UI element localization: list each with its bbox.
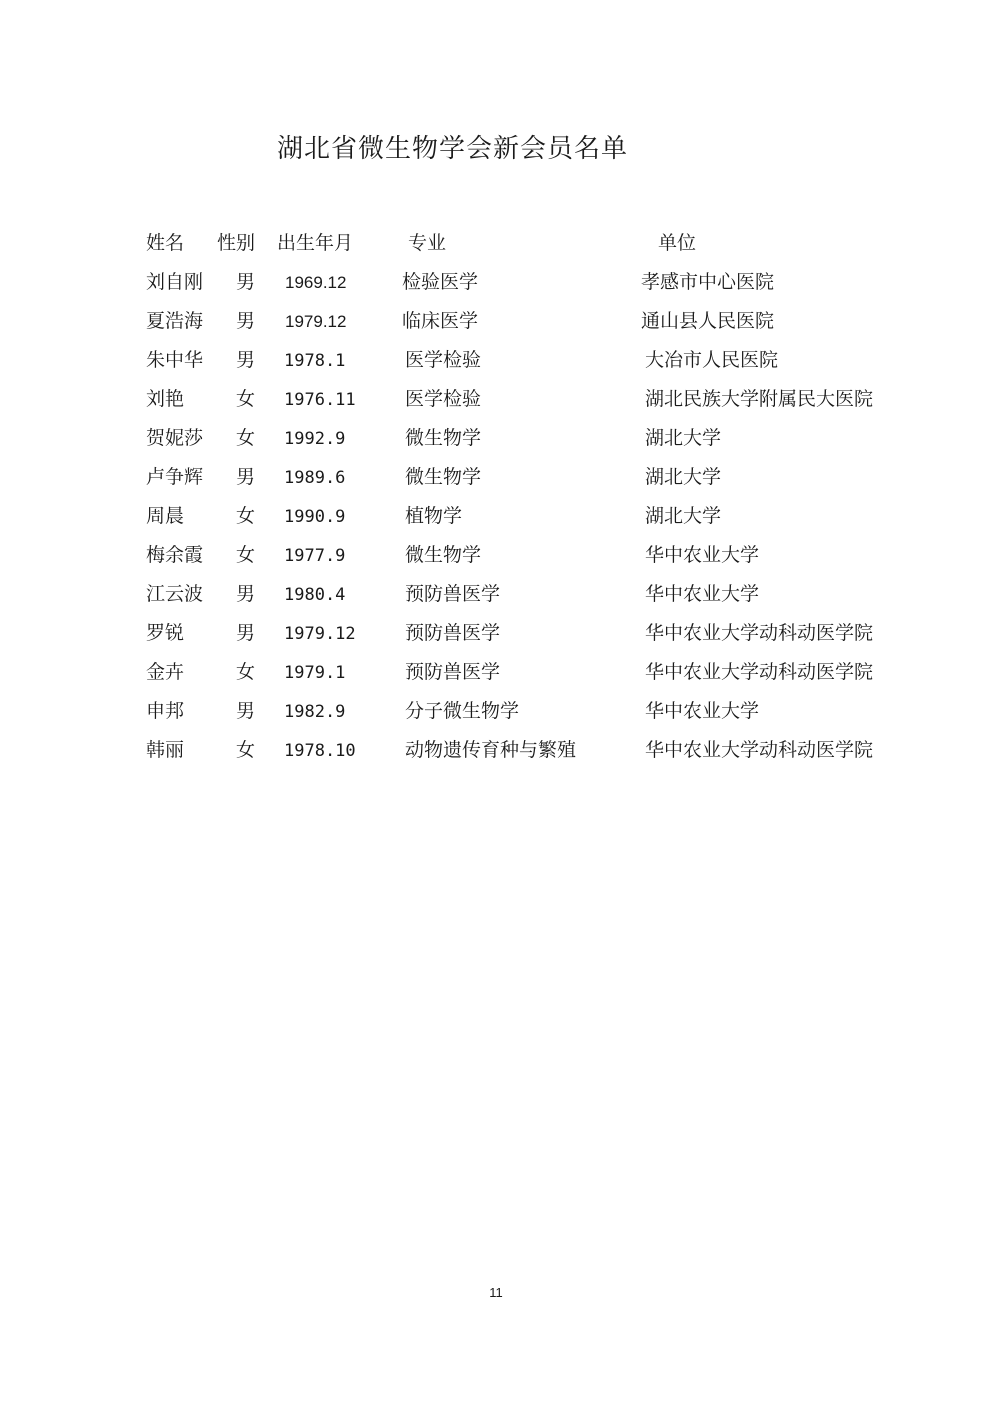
- row-name: 刘自刚: [146, 271, 204, 293]
- header-unit: 单位: [658, 232, 697, 254]
- row-name: 刘艳: [146, 388, 185, 410]
- row-birth: 1982.9: [284, 702, 346, 722]
- row-unit: 华中农业大学: [645, 583, 760, 605]
- header-name: 姓名: [146, 232, 185, 254]
- row-gender: 男: [236, 349, 256, 371]
- row-major: 临床医学: [402, 310, 479, 332]
- row-birth: 1980.4: [284, 585, 346, 605]
- row-name: 韩丽: [146, 739, 185, 761]
- row-name: 梅余霞: [146, 544, 204, 566]
- row-major: 医学检验: [405, 349, 482, 371]
- row-name: 卢争辉: [146, 466, 204, 488]
- row-major: 医学检验: [405, 388, 482, 410]
- row-birth: 1977.9: [284, 546, 346, 566]
- row-gender: 男: [236, 466, 256, 488]
- row-unit: 华中农业大学: [645, 544, 760, 566]
- row-birth: 1990.9: [284, 507, 346, 527]
- row-major: 预防兽医学: [405, 622, 501, 644]
- row-gender: 女: [236, 661, 256, 683]
- row-gender: 女: [236, 544, 256, 566]
- row-major: 预防兽医学: [405, 583, 501, 605]
- row-name: 罗锐: [146, 622, 185, 644]
- row-unit: 华中农业大学动科动医学院: [645, 661, 874, 683]
- row-name: 贺妮莎: [146, 427, 204, 449]
- row-gender: 男: [236, 583, 256, 605]
- row-gender: 男: [236, 622, 256, 644]
- row-major: 预防兽医学: [405, 661, 501, 683]
- row-name: 夏浩海: [146, 310, 204, 332]
- row-birth: 1978.10: [284, 741, 356, 761]
- row-gender: 男: [236, 700, 256, 722]
- header-birth: 出生年月: [277, 232, 354, 254]
- row-gender: 女: [236, 427, 256, 449]
- row-name: 申邦: [146, 700, 185, 722]
- row-major: 微生物学: [405, 427, 482, 449]
- row-birth: 1989.6: [284, 468, 346, 488]
- row-unit: 孝感市中心医院: [641, 271, 775, 293]
- row-gender: 男: [236, 310, 256, 332]
- row-birth: 1976.11: [284, 390, 356, 410]
- row-major: 微生物学: [405, 466, 482, 488]
- row-major: 植物学: [405, 505, 463, 527]
- row-unit: 大冶市人民医院: [645, 349, 779, 371]
- row-gender: 女: [236, 505, 256, 527]
- row-major: 分子微生物学: [405, 700, 520, 722]
- header-major: 专业: [408, 232, 447, 254]
- header-gender: 性别: [217, 232, 256, 254]
- row-unit: 湖北大学: [645, 466, 722, 488]
- row-name: 朱中华: [146, 349, 204, 371]
- row-birth: 1969.12: [285, 273, 347, 292]
- row-gender: 女: [236, 388, 256, 410]
- row-unit: 华中农业大学动科动医学院: [645, 739, 874, 761]
- row-major: 检验医学: [402, 271, 479, 293]
- row-unit: 湖北大学: [645, 505, 722, 527]
- row-gender: 男: [236, 271, 256, 293]
- row-unit: 湖北大学: [645, 427, 722, 449]
- row-birth: 1979.12: [285, 312, 347, 331]
- row-unit: 湖北民族大学附属民大医院: [645, 388, 874, 410]
- row-major: 微生物学: [405, 544, 482, 566]
- row-unit: 通山县人民医院: [641, 310, 775, 332]
- row-name: 周晨: [146, 505, 185, 527]
- row-birth: 1979.1: [284, 663, 346, 683]
- row-major: 动物遗传育种与繁殖: [405, 739, 577, 761]
- row-name: 江云波: [146, 583, 204, 605]
- row-birth: 1978.1: [284, 351, 346, 371]
- row-unit: 华中农业大学: [645, 700, 760, 722]
- page-number: 11: [489, 1285, 503, 1300]
- row-birth: 1992.9: [284, 429, 346, 449]
- row-unit: 华中农业大学动科动医学院: [645, 622, 874, 644]
- row-gender: 女: [236, 739, 256, 761]
- row-birth: 1979.12: [284, 624, 356, 644]
- row-name: 金卉: [146, 661, 185, 683]
- page-title: 湖北省微生物学会新会员名单: [277, 134, 629, 164]
